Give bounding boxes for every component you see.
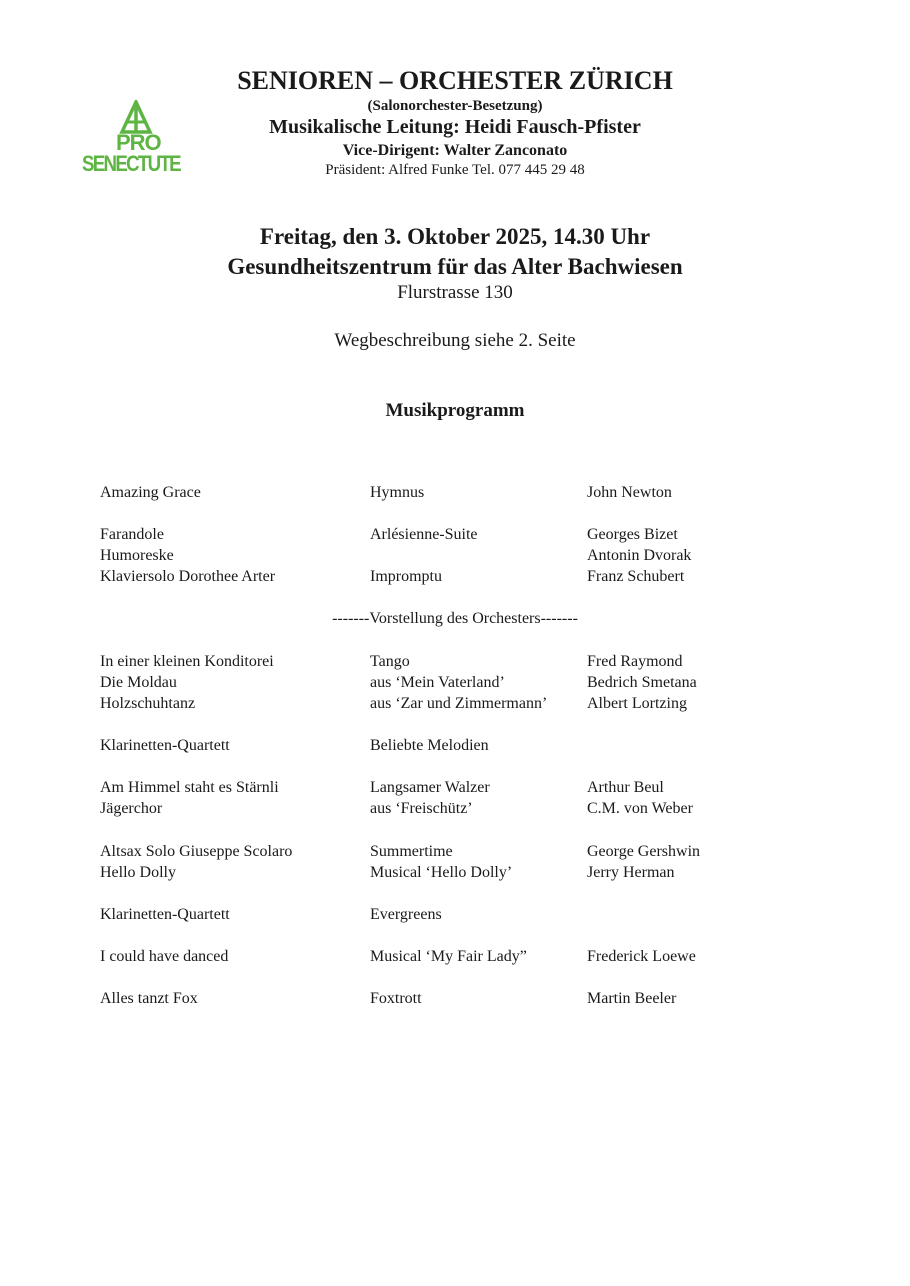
piece-composer: Georges Bizet xyxy=(587,526,678,543)
piece-work: Beliebte Melodien xyxy=(370,737,489,754)
piece-work: Arlésienne-Suite xyxy=(370,526,478,543)
program-row xyxy=(0,779,910,800)
program-row xyxy=(0,843,910,864)
program-row xyxy=(0,547,910,568)
program-row xyxy=(0,800,910,821)
piece-title: Holzschuhtanz xyxy=(100,695,196,712)
directions-note: Wegbeschreibung siehe 2. Seite xyxy=(334,330,576,351)
piece-work: Musical ‘My Fair Lady” xyxy=(370,948,527,965)
piece-composer: Antonin Dvorak xyxy=(587,547,692,564)
program-row xyxy=(0,990,910,1011)
logo-text-senectute: SENECTUTE xyxy=(82,151,180,176)
event-date: Freitag, den 3. Oktober 2025, 14.30 Uhr xyxy=(259,224,651,249)
piece-title: Die Moldau xyxy=(100,674,177,691)
piece-title: In einer kleinen Konditorei xyxy=(100,653,274,670)
piece-composer: C.M. von Weber xyxy=(587,800,693,817)
program-row xyxy=(0,948,910,969)
piece-work: aus ‘Mein Vaterland’ xyxy=(370,674,505,691)
program-row xyxy=(0,526,910,547)
program-row xyxy=(0,737,910,758)
program-row xyxy=(0,653,910,674)
piece-work: Tango xyxy=(370,653,410,670)
orchestra-subtitle: (Salonorchester-Besetzung) xyxy=(367,98,543,114)
piece-composer: Fred Raymond xyxy=(587,653,683,670)
piece-composer: Bedrich Smetana xyxy=(587,674,697,691)
president-contact: Präsident: Alfred Funke Tel. 077 445 29 48 xyxy=(325,162,585,178)
piece-composer: Arthur Beul xyxy=(587,779,664,796)
program-row xyxy=(0,674,910,695)
piece-work: Summertime xyxy=(370,843,453,860)
piece-title: Alles tanzt Fox xyxy=(100,990,198,1007)
piece-work: Foxtrott xyxy=(370,990,422,1007)
piece-title: Humoreske xyxy=(100,547,174,564)
program-row xyxy=(0,568,910,589)
piece-title: Klarinetten-Quartett xyxy=(100,737,230,754)
piece-composer: Franz Schubert xyxy=(587,568,685,585)
piece-title: Farandole xyxy=(100,526,164,543)
piece-title: Klaviersolo Dorothee Arter xyxy=(100,568,276,585)
piece-title: Hello Dolly xyxy=(100,864,176,881)
event-venue: Gesundheitszentrum für das Alter Bachwiesen xyxy=(227,254,683,279)
piece-work: Impromptu xyxy=(370,568,442,585)
event-address: Flurstrasse 130 xyxy=(397,282,513,303)
piece-composer: George Gershwin xyxy=(587,843,701,860)
piece-work: Musical ‘Hello Dolly’ xyxy=(370,864,513,881)
piece-composer: Frederick Loewe xyxy=(587,948,696,965)
piece-title: Klarinetten-Quartett xyxy=(100,906,230,923)
piece-composer: Albert Lortzing xyxy=(587,695,687,712)
logo-text-pro: PRO xyxy=(116,130,161,155)
piece-work: aus ‘Zar und Zimmermann’ xyxy=(370,695,548,712)
piece-title: Altsax Solo Giuseppe Scolaro xyxy=(100,843,293,860)
piece-title: Am Himmel staht es Stärnli xyxy=(100,779,279,796)
piece-work: Langsamer Walzer xyxy=(370,779,490,796)
musical-director: Musikalische Leitung: Heidi Fausch-Pfister xyxy=(269,116,641,138)
program-heading: Musikprogramm xyxy=(385,400,525,421)
orchestra-intro-separator: -------Vorstellung des Orchesters------- xyxy=(332,610,578,627)
piece-title: Amazing Grace xyxy=(100,484,201,501)
orchestra-title: SENIOREN – ORCHESTER ZÜRICH xyxy=(237,66,673,95)
piece-composer: Martin Beeler xyxy=(587,990,677,1007)
program-row xyxy=(0,695,910,716)
program-row xyxy=(0,484,910,505)
program-row xyxy=(0,864,910,885)
program-row xyxy=(0,906,910,927)
vice-conductor: Vice-Dirigent: Walter Zanconato xyxy=(342,142,568,159)
piece-title: Jägerchor xyxy=(100,800,163,817)
piece-work: Hymnus xyxy=(370,484,425,501)
piece-work: Evergreens xyxy=(370,906,442,923)
piece-title: I could have danced xyxy=(100,948,229,965)
piece-composer: John Newton xyxy=(587,484,672,501)
piece-composer: Jerry Herman xyxy=(587,864,675,881)
piece-work: aus ‘Freischütz’ xyxy=(370,800,473,817)
